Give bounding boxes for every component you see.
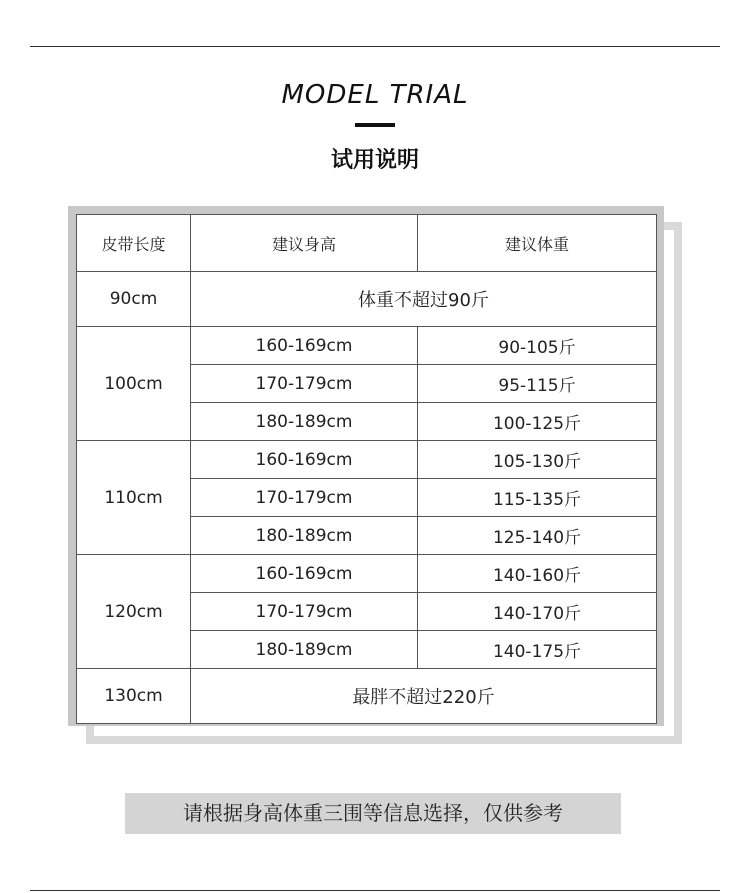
footer-note: 请根据身高体重三围等信息选择，仅供参考 <box>125 793 621 834</box>
height-cell: 170-179cm <box>191 479 418 517</box>
length-cell: 100cm <box>77 327 191 441</box>
table-row <box>77 272 657 327</box>
length-cell: 110cm <box>77 441 191 555</box>
length-cell: 130cm <box>77 669 191 724</box>
weight-cell: 115-135斤 <box>418 479 657 517</box>
header-suggested-height: 建议身高 <box>191 215 418 272</box>
weight-cell: 140-175斤 <box>418 631 657 669</box>
height-cell: 160-169cm <box>191 555 418 593</box>
page-title-cn: 试用说明 <box>330 148 419 173</box>
weight-cell: 100-125斤 <box>418 403 657 441</box>
weight-cell: 125-140斤 <box>418 517 657 555</box>
length-cell: 90cm <box>77 272 191 327</box>
weight-cell: 140-160斤 <box>418 555 657 593</box>
table-row <box>77 669 657 724</box>
header-belt-length: 皮带长度 <box>77 215 191 272</box>
height-cell: 170-179cm <box>191 593 418 631</box>
height-cell: 160-169cm <box>191 441 418 479</box>
height-cell: 180-189cm <box>191 631 418 669</box>
table-header-row <box>77 215 657 272</box>
bottom-divider <box>30 890 720 891</box>
table-row <box>77 327 657 365</box>
height-cell: 180-189cm <box>191 403 418 441</box>
weight-cell: 95-115斤 <box>418 365 657 403</box>
weight-cell: 140-170斤 <box>418 593 657 631</box>
size-table <box>76 214 657 724</box>
page-title-en: MODEL TRIAL <box>281 80 469 110</box>
height-cell: 160-169cm <box>191 327 418 365</box>
title-underline <box>355 123 395 127</box>
top-divider <box>30 46 720 47</box>
note-cell: 体重不超过90斤 <box>191 272 657 327</box>
table-row <box>77 555 657 593</box>
weight-cell: 105-130斤 <box>418 441 657 479</box>
length-cell: 120cm <box>77 555 191 669</box>
note-cell: 最胖不超过220斤 <box>191 669 657 724</box>
header-suggested-weight: 建议体重 <box>418 215 657 272</box>
table-row <box>77 441 657 479</box>
weight-cell: 90-105斤 <box>418 327 657 365</box>
height-cell: 180-189cm <box>191 517 418 555</box>
height-cell: 170-179cm <box>191 365 418 403</box>
